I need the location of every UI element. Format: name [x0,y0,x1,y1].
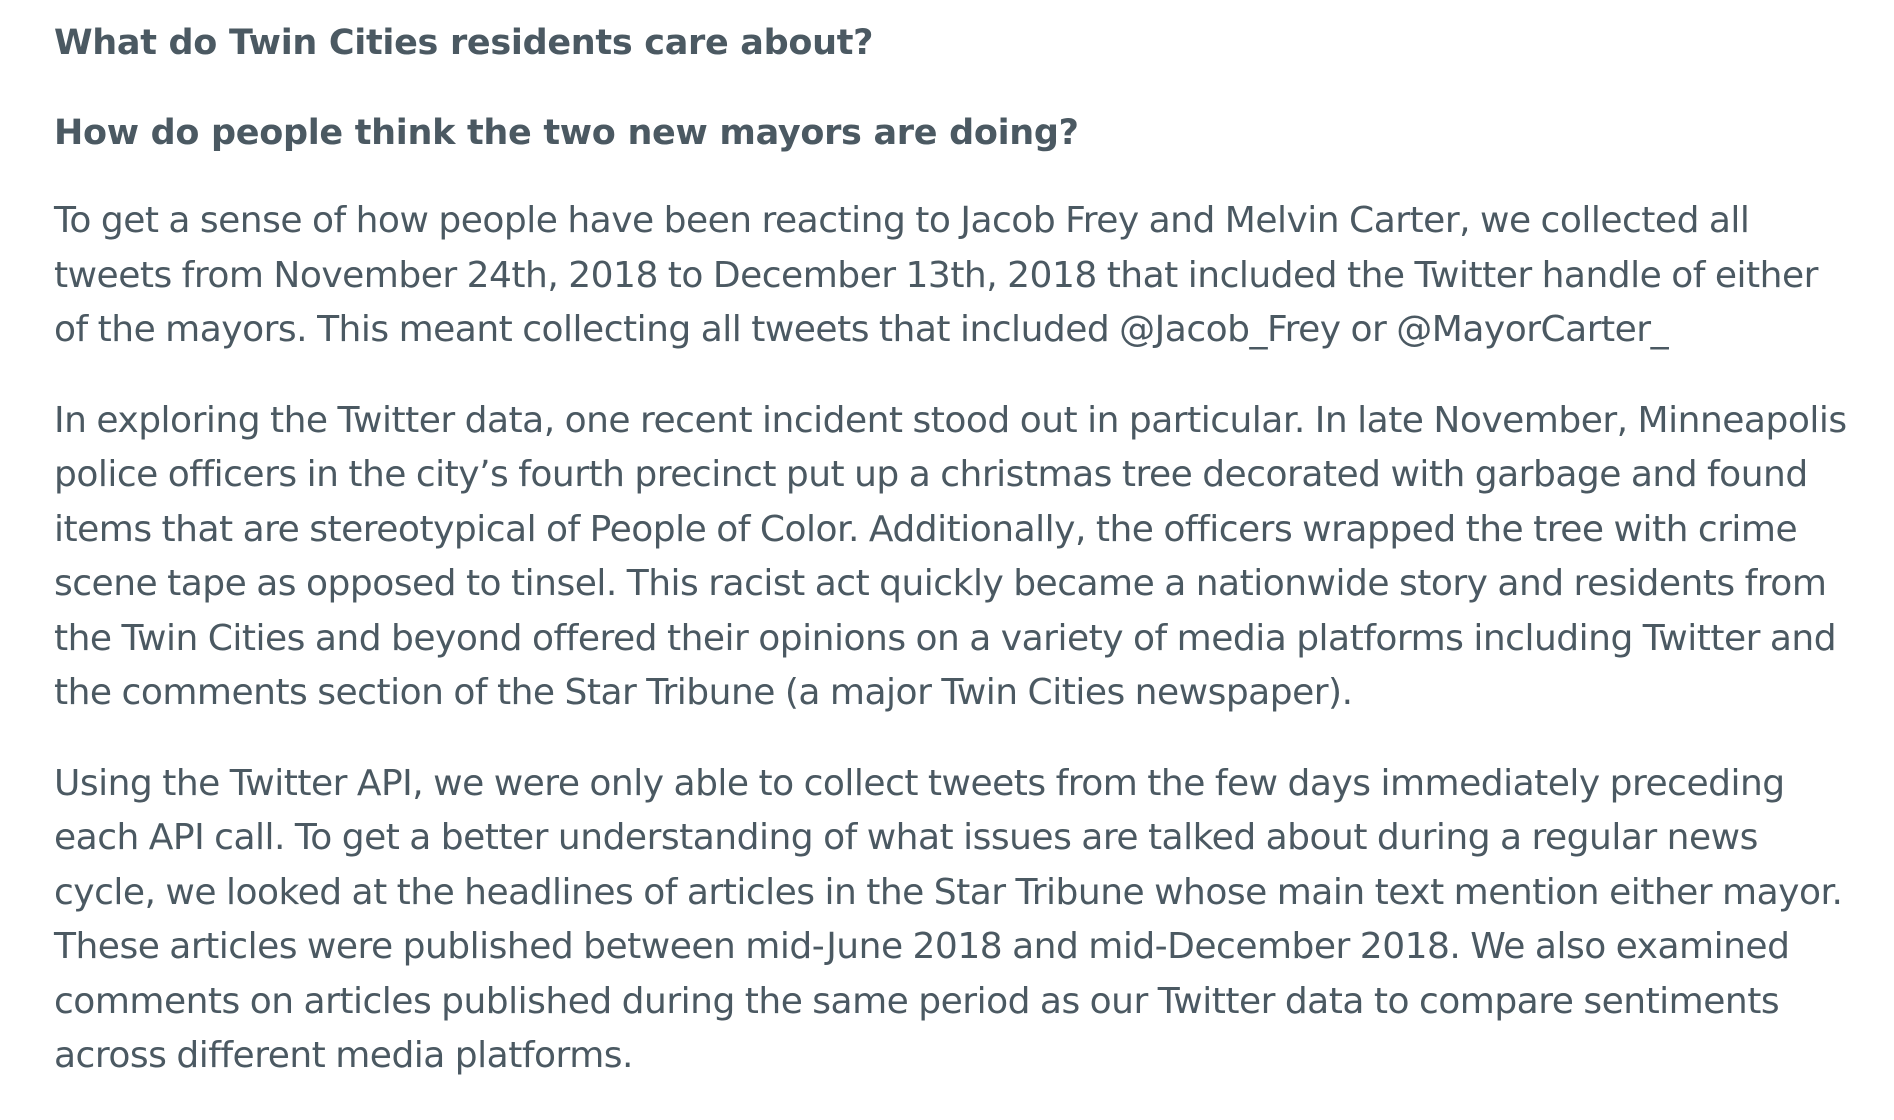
article-body [54,14,1854,1120]
paragraph-incident: In exploring the Twitter data, one recent incident stood out in particular. In late November, Minneapolis police officers in the city’s fourth precinct put up a christmas tree decorated with garbage and found items that are stereotypical of People of Color. Additionally, the officers wrapped the tree with crime scene tape as opposed to tinsel. This racist act quickly became a nationwide story and residents from the Twin Cities and beyond offered their opinions on a variety of media platforms including Twitter and the comments section of the Star Tribune (a major Twin Cities newspaper). [54,399,1847,713]
paragraph-methodology: Using the Twitter API, we were only able to collect tweets from the few days immediately preceding each API call. To get a better understanding of what issues are talked about during a regular news cycle, we looked at the headlines of articles in the Star Tribune whose main text mention either mayor. These articles were published between mid-June 2018 and mid-December 2018. We also examined comments on articles published during the same period as our Twitter data to compare sentiments across different media platforms. [54,762,1843,1076]
question-heading-2: How do people think the two new mayors are doing? [54,113,1079,153]
question-heading-1: What do Twin Cities residents care about? [54,23,874,63]
paragraph-data-collection: To get a sense of how people have been reacting to Jacob Frey and Melvin Carter, we collected all tweets from November 24th, 2018 to December 13th, 2018 that included the Twitter handle of either of the mayors. This meant collecting all tweets that included @Jacob_Frey or @MayorCarter_ [54,200,1818,350]
